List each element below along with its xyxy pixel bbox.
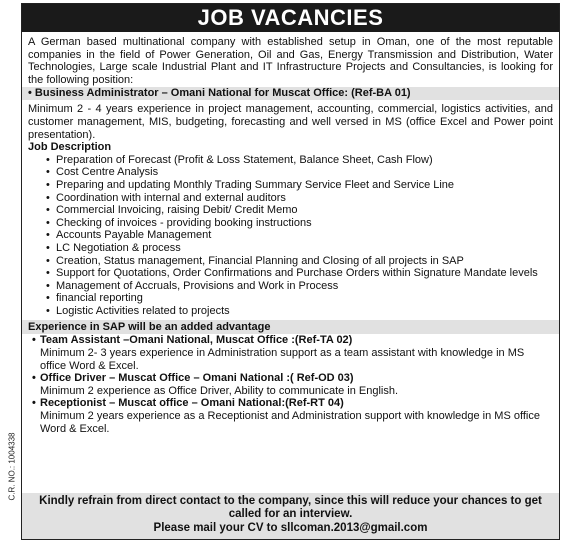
task-item (46, 254, 553, 268)
company-intro: A German based multinational company with established setup in Oman, one of the most reputable companies in the field of Power Generation, Oil and Gas, Energy Transmission and Distribution, Water Technologies, Large scale Industrial Plant and IT Infrastructure Projects and Consultancies, is looking for the following position: (28, 36, 553, 86)
position-title: Receptionist – Muscat office – Omani National:(Ref-RT 04) (40, 397, 344, 410)
task-item (46, 166, 553, 179)
task-text: Management of Accruals, Provisions and Work in Process (56, 279, 339, 292)
bullet-icon: • (46, 216, 50, 229)
bullet-icon: • (46, 229, 50, 242)
bullet-icon: • (46, 153, 50, 166)
task-item (46, 204, 553, 217)
position-description: Minimum 2- 3 years experience in Administration support as a team assistant with knowledge in MS office Word & Excel. (40, 347, 525, 372)
task-item (46, 216, 553, 230)
bullet-icon: • (46, 191, 50, 204)
job-description-heading: Job Description (28, 141, 112, 154)
task-text: LC Negotiation & process (56, 241, 181, 254)
position-header (32, 372, 553, 385)
task-item (46, 178, 553, 192)
task-item (46, 292, 553, 305)
position-receptionist (22, 397, 559, 435)
ad-title: JOB VACANCIES (22, 4, 559, 32)
task-item (46, 279, 553, 293)
task-item (46, 191, 553, 205)
task-text: Accounts Payable Management (56, 229, 212, 242)
bullet-icon: • (46, 241, 50, 254)
task-text: Preparing and updating Monthly Trading Summary Service Fleet and Service Line (56, 178, 455, 191)
bullet-icon: • (46, 204, 50, 217)
task-text: Coordination with internal and external auditors (56, 191, 286, 204)
bullet-icon: • (46, 166, 50, 179)
cr-number-label: C.R. NO.: 1004338 (7, 432, 17, 501)
position-description: Minimum 2 experience as Office Driver, Ability to communicate in English. (40, 384, 399, 397)
task-item (46, 153, 553, 167)
position-team-assistant (22, 334, 559, 372)
task-text: Cost Centre Analysis (56, 166, 159, 179)
bullet-icon: • (32, 397, 36, 410)
position-header (32, 397, 553, 410)
task-text: Checking of invoices - providing booking instructions (56, 216, 312, 229)
bullet-icon: • (46, 254, 50, 267)
primary-position-description: Minimum 2 - 4 years experience in project management, accounting, commercial, logistics activities, and customer management, MIS, budgeting, forecasting and well versed in MS (office Excel and Power point presentation). (28, 103, 553, 141)
position-header (32, 334, 553, 347)
bullet-icon: • (46, 178, 50, 191)
task-text: Commercial Invoicing, raising Debit/ Credit Memo (56, 204, 298, 217)
bullet-icon: • (32, 334, 36, 347)
mail-cv-instruction: Please mail your CV to sllcoman.2013@gmail.com (153, 521, 428, 534)
cr-number-label-container (2, 420, 18, 520)
task-list (22, 154, 559, 320)
task-item (46, 229, 553, 242)
contact-footer (22, 493, 559, 540)
task-item (46, 241, 553, 255)
task-text: Support for Quotations, Order Confirmations and Purchase Orders within Signature Mandate levels (56, 267, 538, 280)
no-contact-notice: Kindly refrain from direct contact to the company, since this will reduce your chances to get called for an interview. (39, 494, 542, 520)
job-vacancies-ad (21, 3, 560, 540)
primary-position-header: • Business Administrator – Omani National for Muscat Office: (Ref-BA 01) (22, 87, 559, 100)
bullet-icon: • (46, 292, 50, 305)
task-text: Logistic Activities related to projects (56, 304, 230, 317)
task-text: financial reporting (56, 292, 143, 305)
task-item (46, 304, 553, 318)
position-title: Office Driver – Muscat Office – Omani National :( Ref-OD 03) (40, 372, 354, 385)
bullet-icon: • (46, 267, 50, 280)
bullet-icon: • (46, 279, 50, 292)
task-text: Preparation of Forecast (Profit & Loss Statement, Balance Sheet, Cash Flow) (56, 153, 433, 166)
bullet-icon: • (46, 304, 50, 317)
task-item (46, 267, 553, 280)
task-text: Creation, Status management, Financial Planning and Closing of all projects in SAP (56, 254, 464, 267)
position-description: Minimum 2 years experience as a Receptionist and Administration support with knowledge in MS office Word & Excel. (40, 410, 540, 435)
sap-advantage-note: Experience in SAP will be an added advantage (22, 320, 559, 334)
bullet-icon: • (32, 372, 36, 385)
position-title: Team Assistant –Omani National, Muscat Office :(Ref-TA 02) (40, 334, 353, 347)
position-office-driver (22, 372, 559, 397)
